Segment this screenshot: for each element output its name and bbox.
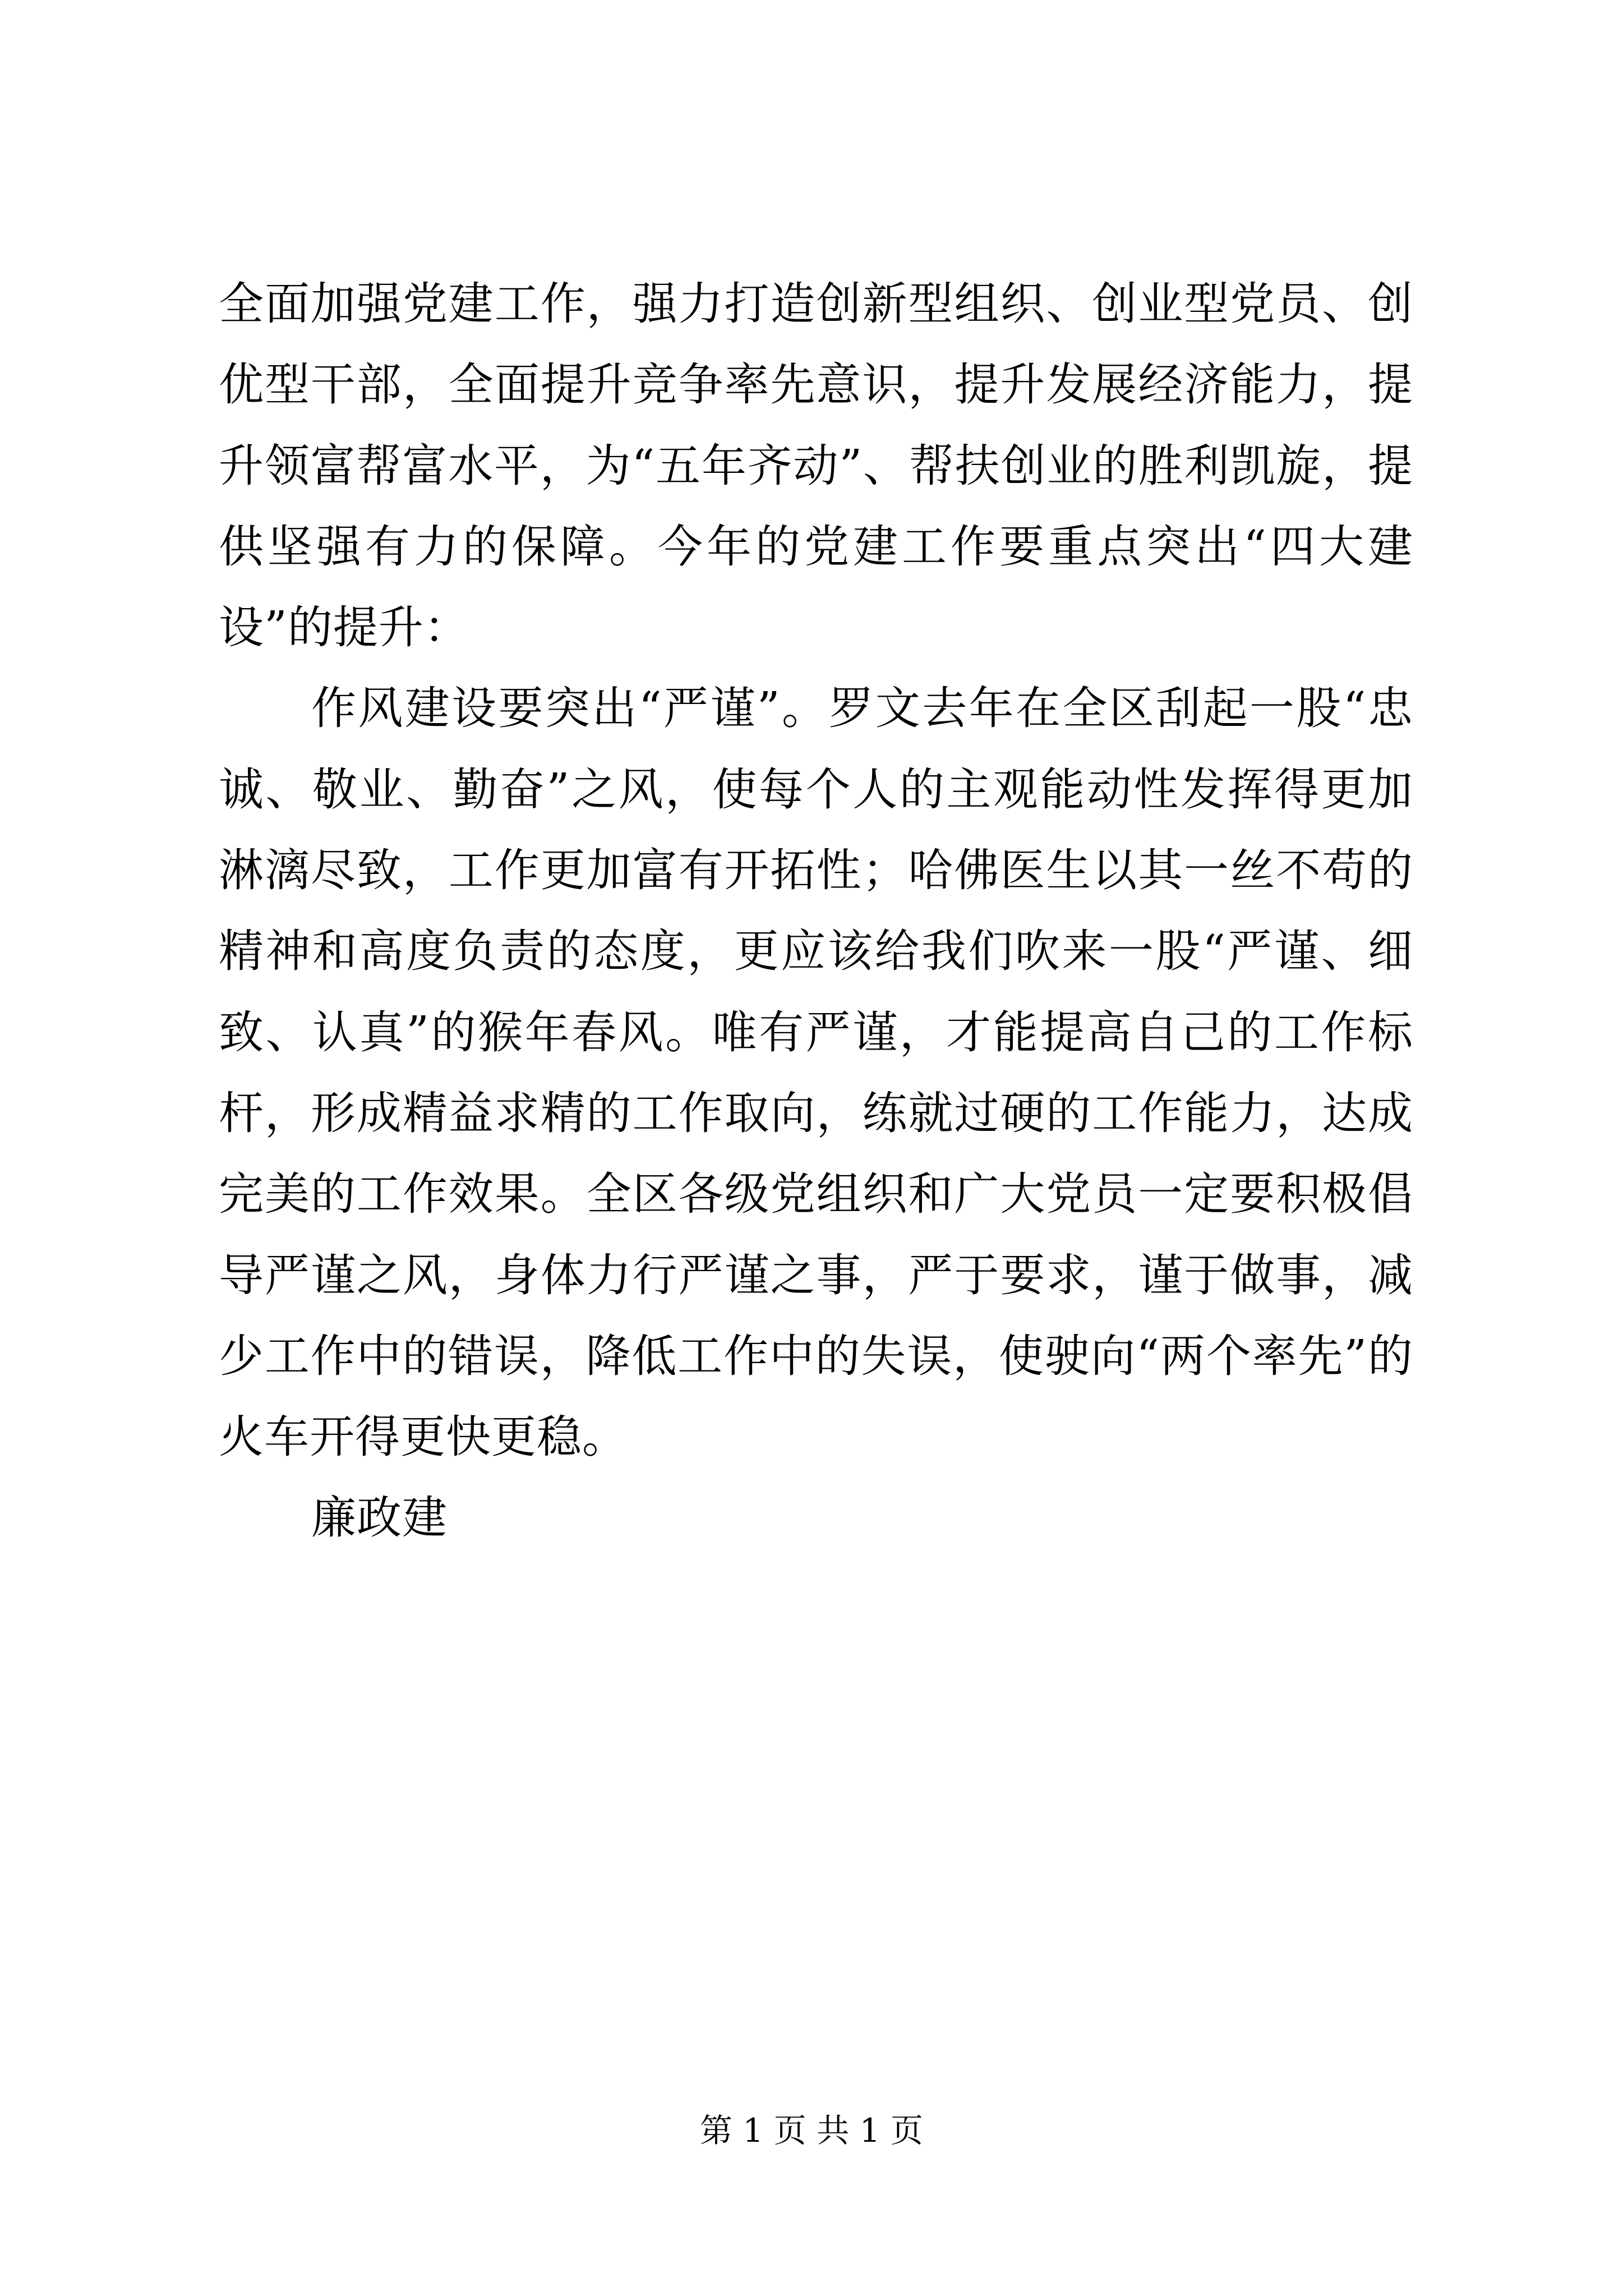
document-body — [219, 264, 1413, 1559]
paragraph-work-style: 作风建设要突出“严谨”。罗文去年在全区刮起一股“忠诚、敬业、勤奋”之风，使每个人的主观能动性发挥得更加淋漓尽致，工作更加富有开拓性；哈佛医生以其一丝不苟的精神和高度负责的态度，更应该给我们吹来一股“严谨、细致、认真”的猴年春风。唯有严谨，才能提高自己的工作标杆，形成精益求精的工作取向，练就过硬的工作能力，达成完美的工作效果。全区各级党组织和广大党员一定要积极倡导严谨之风，身体力行严谨之事，严于要求，谨于做事，减少工作中的错误，降低工作中的失误，使驶向“两个率先”的火车开得更快更稳。 — [219, 682, 1413, 1464]
paragraph-party-building: 全面加强党建工作，强力打造创新型组织、创业型党员、创优型干部，全面提升竞争率先意识，提升发展经济能力，提升领富帮富水平，为“五年齐动”、帮扶创业的胜利凯旋，提供坚强有力的保障。今年的党建工作要重点突出“四大建设”的提升： — [219, 278, 1413, 654]
page-footer: 第 1 页 共 1 页 — [700, 2111, 923, 2150]
paragraph-integrity: 廉政建 — [311, 1492, 448, 1544]
